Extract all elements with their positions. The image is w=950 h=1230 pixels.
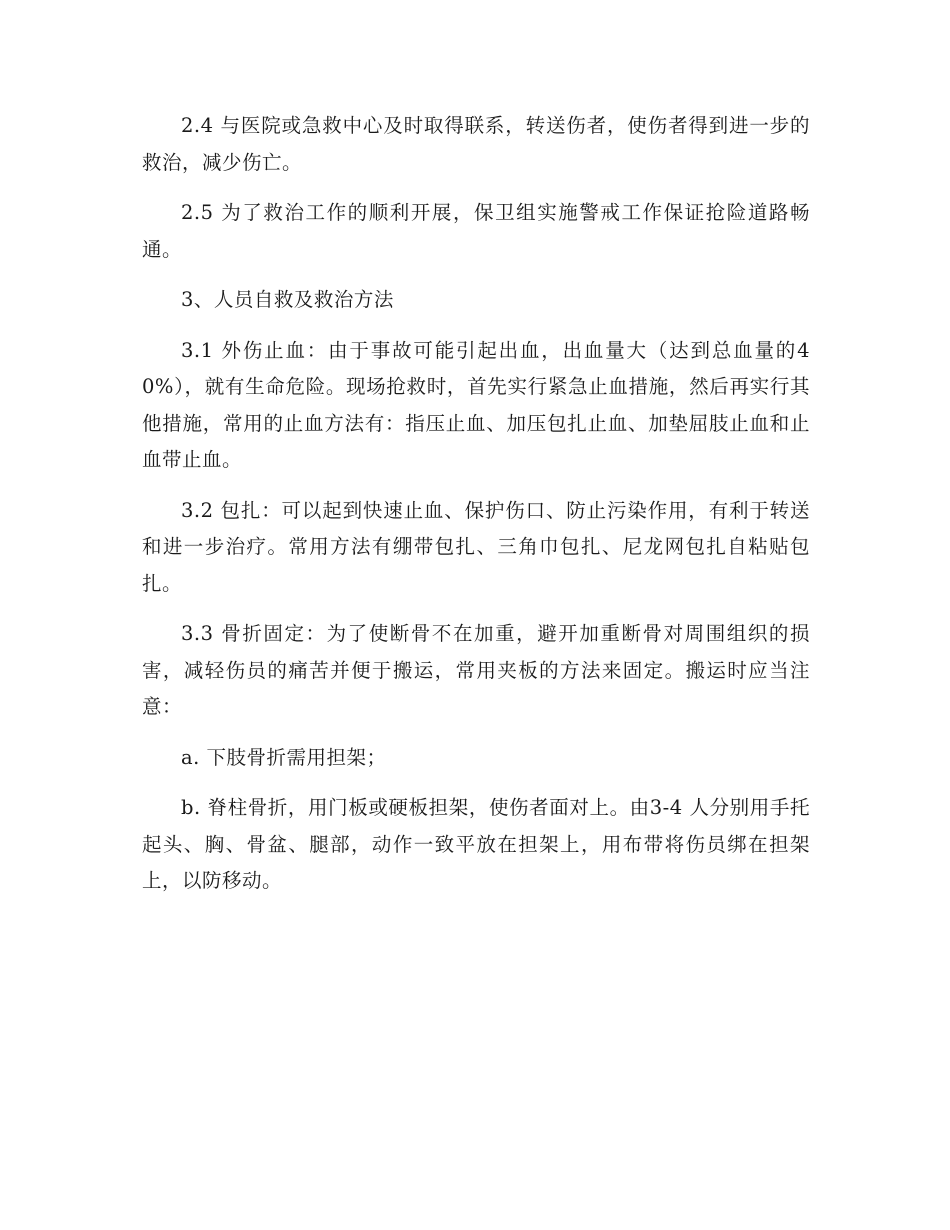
- paragraph-item-b: b. 脊柱骨折，用门板或硬板担架，使伤者面对上。由3-4 人分别用手托起头、胸、骨盆、腿部，动作一致平放在担架上，用布带将伤员绑在担架上，以防移动。: [142, 796, 810, 892]
- paragraph-2-4: 2.4 与医院或急救中心及时取得联系，转送伤者，使伤者得到进一步的救治，减少伤亡。: [142, 114, 810, 174]
- paragraph-3-1: 3.1 外伤止血：由于事故可能引起出血，出血量大（达到总血量的40%），就有生命危险。现场抢救时，首先实行紧急止血措施，然后再实行其他措施，常用的止血方法有：指压止血、加压包扎止血、加垫屈肢止血和止血带止血。: [142, 338, 810, 471]
- paragraph-3-2: 3.2 包扎：可以起到快速止血、保护伤口、防止污染作用，有利于转送和进一步治疗。常用方法有绷带包扎、三角巾包扎、尼龙网包扎自粘贴包扎。: [142, 498, 810, 595]
- document-body: [142, 108, 810, 914]
- paragraph-2-5: 2.5 为了救治工作的顺利开展，保卫组实施警戒工作保证抢险道路畅通。: [142, 201, 810, 261]
- paragraph-item-a: a. 下肢骨折需用担架；: [181, 745, 387, 769]
- section-heading-3: 3、人员自救及救治方法: [181, 288, 394, 311]
- paragraph-3-3: 3.3 骨折固定：为了使断骨不在加重，避开加重断骨对周围组织的损害，减轻伤员的痛苦并便于搬运，常用夹板的方法来固定。搬运时应当注意：: [142, 622, 810, 718]
